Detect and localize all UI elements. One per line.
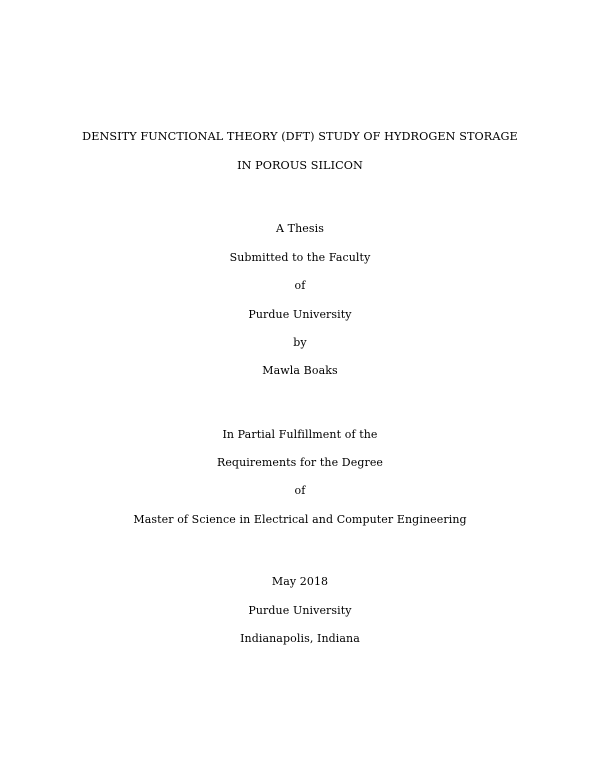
thesis-title-line-1: DENSITY FUNCTIONAL THEORY (DFT) STUDY OF HYDROGEN STORAGE [82,130,518,143]
university-name: Purdue University [248,308,352,321]
location: Indianapolis, Indiana [240,632,360,645]
document-type: A Thesis [276,222,324,235]
of-text: of [294,484,306,497]
thesis-title-line-2: IN POROUS SILICON [237,159,363,172]
of-text: of [294,279,306,292]
fulfillment-line-2: Requirements for the Degree [216,456,384,469]
submitted-to: Submitted to the Faculty [229,251,371,264]
degree-name: Master of Science in Electrical and Computer Engineering [133,513,467,526]
submission-date: May 2018 [271,575,329,588]
by-text: by [293,336,307,349]
author-name: Mawla Boaks [262,364,338,377]
university-name: Purdue University [248,604,352,617]
fulfillment-line-1: In Partial Fulfillment of the [222,428,378,441]
